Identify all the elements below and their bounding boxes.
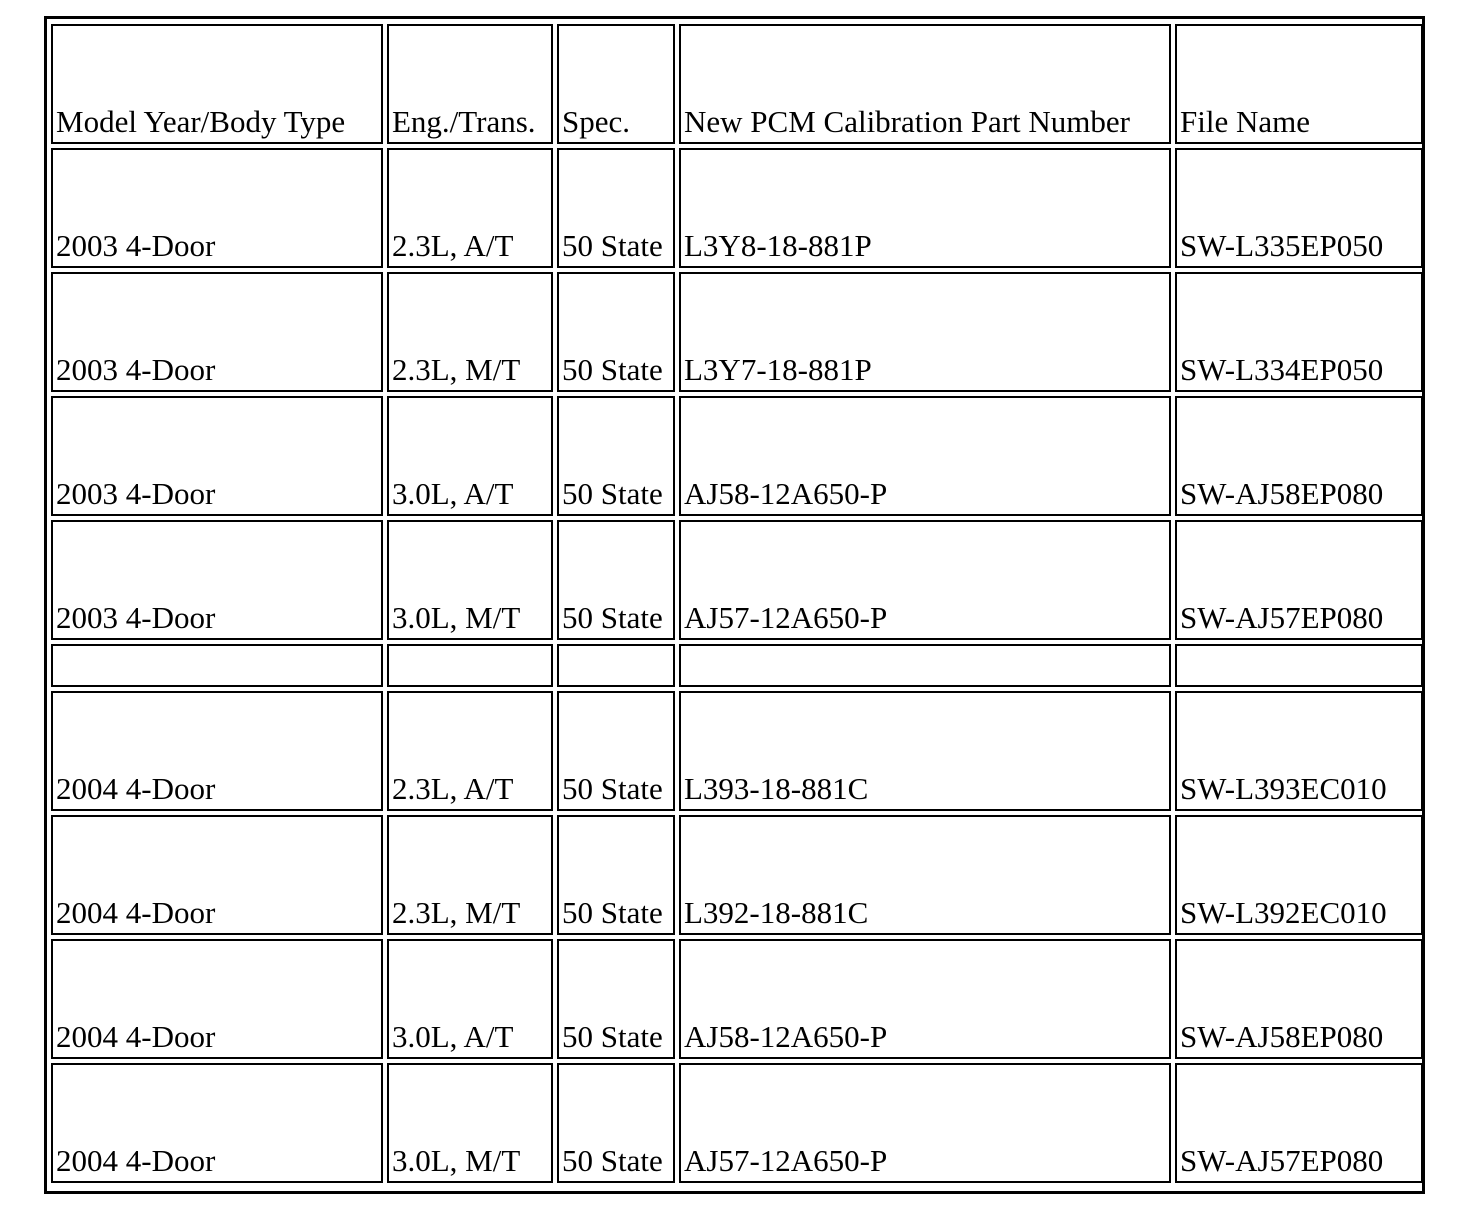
- table-row: [51, 1063, 1423, 1183]
- header-spec: Spec.: [557, 24, 675, 144]
- cell-model-year-body-type: 2003 4-Door: [51, 272, 383, 392]
- table-header-row: [51, 24, 1423, 144]
- cell-eng-trans: 3.0L, M/T: [387, 520, 553, 640]
- cell-spec: 50 State: [557, 815, 675, 935]
- cell-pcm-part-number: AJ58-12A650-P: [679, 939, 1171, 1059]
- cell-empty: [387, 644, 553, 687]
- cell-spec: 50 State: [557, 148, 675, 268]
- cell-spec: 50 State: [557, 520, 675, 640]
- table-row: [51, 396, 1423, 516]
- cell-empty: [557, 644, 675, 687]
- table-row: [51, 148, 1423, 268]
- cell-model-year-body-type: 2004 4-Door: [51, 1063, 383, 1183]
- cell-model-year-body-type: 2004 4-Door: [51, 939, 383, 1059]
- cell-eng-trans: 2.3L, A/T: [387, 691, 553, 811]
- cell-empty: [1175, 644, 1423, 687]
- cell-eng-trans: 3.0L, A/T: [387, 939, 553, 1059]
- cell-pcm-part-number: AJ57-12A650-P: [679, 520, 1171, 640]
- cell-file-name: SW-L393EC010: [1175, 691, 1423, 811]
- cell-spec: 50 State: [557, 272, 675, 392]
- cell-empty: [51, 644, 383, 687]
- cell-file-name: SW-L392EC010: [1175, 815, 1423, 935]
- calibration-table-frame: [44, 16, 1425, 1194]
- cell-eng-trans: 2.3L, A/T: [387, 148, 553, 268]
- cell-empty: [679, 644, 1171, 687]
- cell-pcm-part-number: L3Y8-18-881P: [679, 148, 1171, 268]
- table-spacer-row: [51, 644, 1423, 687]
- cell-eng-trans: 3.0L, M/T: [387, 1063, 553, 1183]
- table-row: [51, 939, 1423, 1059]
- header-eng-trans: Eng./Trans.: [387, 24, 553, 144]
- cell-model-year-body-type: 2003 4-Door: [51, 396, 383, 516]
- table-row: [51, 691, 1423, 811]
- header-model-year-body-type: Model Year/Body Type: [51, 24, 383, 144]
- header-file-name: File Name: [1175, 24, 1423, 144]
- cell-model-year-body-type: 2003 4-Door: [51, 148, 383, 268]
- table-row: [51, 272, 1423, 392]
- cell-eng-trans: 3.0L, A/T: [387, 396, 553, 516]
- cell-model-year-body-type: 2004 4-Door: [51, 815, 383, 935]
- cell-eng-trans: 2.3L, M/T: [387, 272, 553, 392]
- cell-model-year-body-type: 2003 4-Door: [51, 520, 383, 640]
- cell-pcm-part-number: L393-18-881C: [679, 691, 1171, 811]
- cell-pcm-part-number: AJ58-12A650-P: [679, 396, 1171, 516]
- cell-file-name: SW-AJ57EP080: [1175, 1063, 1423, 1183]
- calibration-table: [47, 20, 1427, 1187]
- table-row: [51, 520, 1423, 640]
- cell-file-name: SW-AJ58EP080: [1175, 396, 1423, 516]
- cell-file-name: SW-AJ57EP080: [1175, 520, 1423, 640]
- table-row: [51, 815, 1423, 935]
- cell-file-name: SW-AJ58EP080: [1175, 939, 1423, 1059]
- cell-pcm-part-number: L392-18-881C: [679, 815, 1171, 935]
- header-pcm-part-number: New PCM Calibration Part Number: [679, 24, 1171, 144]
- cell-file-name: SW-L335EP050: [1175, 148, 1423, 268]
- cell-pcm-part-number: L3Y7-18-881P: [679, 272, 1171, 392]
- cell-spec: 50 State: [557, 1063, 675, 1183]
- cell-spec: 50 State: [557, 691, 675, 811]
- cell-spec: 50 State: [557, 396, 675, 516]
- cell-pcm-part-number: AJ57-12A650-P: [679, 1063, 1171, 1183]
- cell-file-name: SW-L334EP050: [1175, 272, 1423, 392]
- cell-spec: 50 State: [557, 939, 675, 1059]
- cell-model-year-body-type: 2004 4-Door: [51, 691, 383, 811]
- cell-eng-trans: 2.3L, M/T: [387, 815, 553, 935]
